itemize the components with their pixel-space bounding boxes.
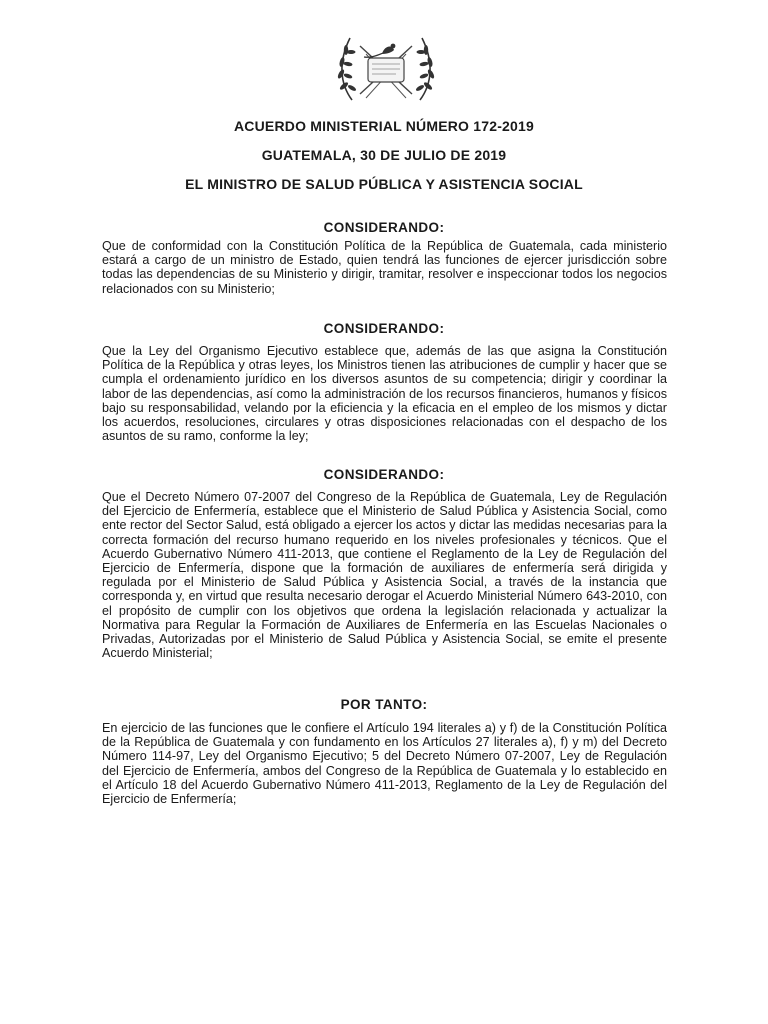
guatemala-coat-of-arms-icon xyxy=(330,24,442,106)
section-heading-considerando-1: CONSIDERANDO: xyxy=(323,220,445,235)
section-heading-por-tanto: POR TANTO: xyxy=(340,697,428,712)
place-and-date: GUATEMALA, 30 DE JULIO DE 2019 xyxy=(261,147,507,163)
agreement-title: ACUERDO MINISTERIAL NÚMERO 172-2019 xyxy=(233,118,535,134)
section-text-por-tanto: En ejercicio de las funciones que le confiere el Artículo 194 literales a) y f) de la Constitución Política de la República de Guatemala y con fundamento en los Artículos 27 literales a), f) y m) del Decreto Número 114-97, Ley del Organismo Ejecutivo; 5 del Decreto Número 07-2007, Ley de Regulación del Ejercicio de Enfermería, ambos del Congreso de la República de Guatemala y lo establecido en el Artículo 18 del Acuerdo Gubernativo Número 411-2013, Reglamento de la Ley de Regulación del Ejercicio de Enfermería; xyxy=(102,721,667,807)
section-text-considerando-3: Que el Decreto Número 07-2007 del Congreso de la República de Guatemala, Ley de Regulación del Ejercicio de Enfermería, establece que el Ministerio de Salud Pública y Asistencia Social, como ente rector del Sector Salud, está obligado a ejercer los actos y dictar las medidas necesarias para la correcta formación del recurso humano requerido en los niveles profesionales y técnicos. Que el Acuerdo Gubernativo Número 411-2013, que contiene el Reglamento de la Ley de Regulación del Ejercicio de Enfermería, dispone que la formación de auxiliares de enfermería será dirigida y regulada por el Ministerio de Salud Pública y Asistencia Social, a través de la instancia que corresponda y, en virtud que resulta necesario derogar el Acuerdo Ministerial Número 643-2010, con el propósito de cumplir con los objetivos que ordena la legislación relacionada y actualizar la Normativa para Regular la Formación de Auxiliares de Enfermería en las Escuelas Nacionales o Privadas, Autorizadas por el Ministerio de Salud Pública y Asistencia Social, se emite el presente Acuerdo Ministerial; xyxy=(102,490,667,661)
section-text-considerando-2: Que la Ley del Organismo Ejecutivo establece que, además de las que asigna la Constitución Política de la República y otras leyes, los Ministros tienen las atribuciones de cumplir y hacer que se cumpla el ordenamiento jurídico en los diversos asuntos de su competencia; dirigir y coordinar la labor de las dependencias, así como la administración de los recursos financieros, humanos y físicos bajo su responsabilidad, velando por la eficiencia y la eficacia en el empleo de los mismos y dictar los acuerdos, resoluciones, circulares y otras disposiciones relacionadas con el despacho de los asuntos de su ramo, conforme la ley; xyxy=(102,344,667,444)
section-heading-considerando-2: CONSIDERANDO: xyxy=(323,321,445,336)
section-heading-considerando-3: CONSIDERANDO: xyxy=(323,467,445,482)
section-text-considerando-1: Que de conformidad con la Constitución Política de la República de Guatemala, cada ministerio estará a cargo de un ministro de Estado, quien tendrá las funciones de ejercer jurisdicción sobre todas las dependencias de su Ministerio y dirigir, tramitar, resolver e inspeccionar todos los negocios relacionados con su Ministerio; xyxy=(102,239,667,296)
issuing-authority: EL MINISTRO DE SALUD PÚBLICA Y ASISTENCIA SOCIAL xyxy=(185,176,583,192)
